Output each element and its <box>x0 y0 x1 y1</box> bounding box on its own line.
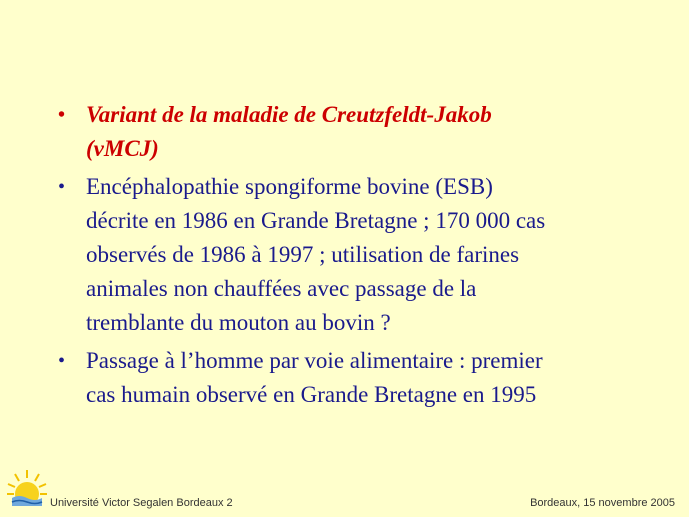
bullet-item-passage <box>56 344 656 412</box>
bullet-line: observés de 1986 à 1997 ; utilisation de farines <box>86 242 520 267</box>
university-sun-logo-icon <box>4 466 50 512</box>
footer-university: Université Victor Segalen Bordeaux 2 <box>50 497 233 509</box>
bullet-line: décrite en 1986 en Grande Bretagne ; 170 000 cas <box>86 208 546 233</box>
bullet-line: cas humain observé en Grande Bretagne en 1995 <box>86 382 537 407</box>
bullet-line: Encéphalopathie spongiforme bovine (ESB) <box>86 174 493 199</box>
bullet-item-vmcj <box>56 98 656 166</box>
bullet-dot: • <box>58 176 66 198</box>
bullet-line: Passage à l’homme par voie alimentaire : premier <box>86 348 543 373</box>
bullet-line: animales non chauffées avec passage de la <box>86 276 477 301</box>
bullet-dot: • <box>58 350 66 372</box>
bullet-list <box>56 98 656 416</box>
bullet-line: Variant de la maladie de Creutzfeldt-Jakob <box>86 102 492 127</box>
bullet-line: tremblante du mouton au bovin ? <box>86 310 391 335</box>
bullet-item-esb <box>56 170 656 340</box>
bullet-line: (vMCJ) <box>86 136 159 161</box>
bullet-dot: • <box>58 104 66 126</box>
footer-date: Bordeaux, 15 novembre 2005 <box>530 497 675 509</box>
